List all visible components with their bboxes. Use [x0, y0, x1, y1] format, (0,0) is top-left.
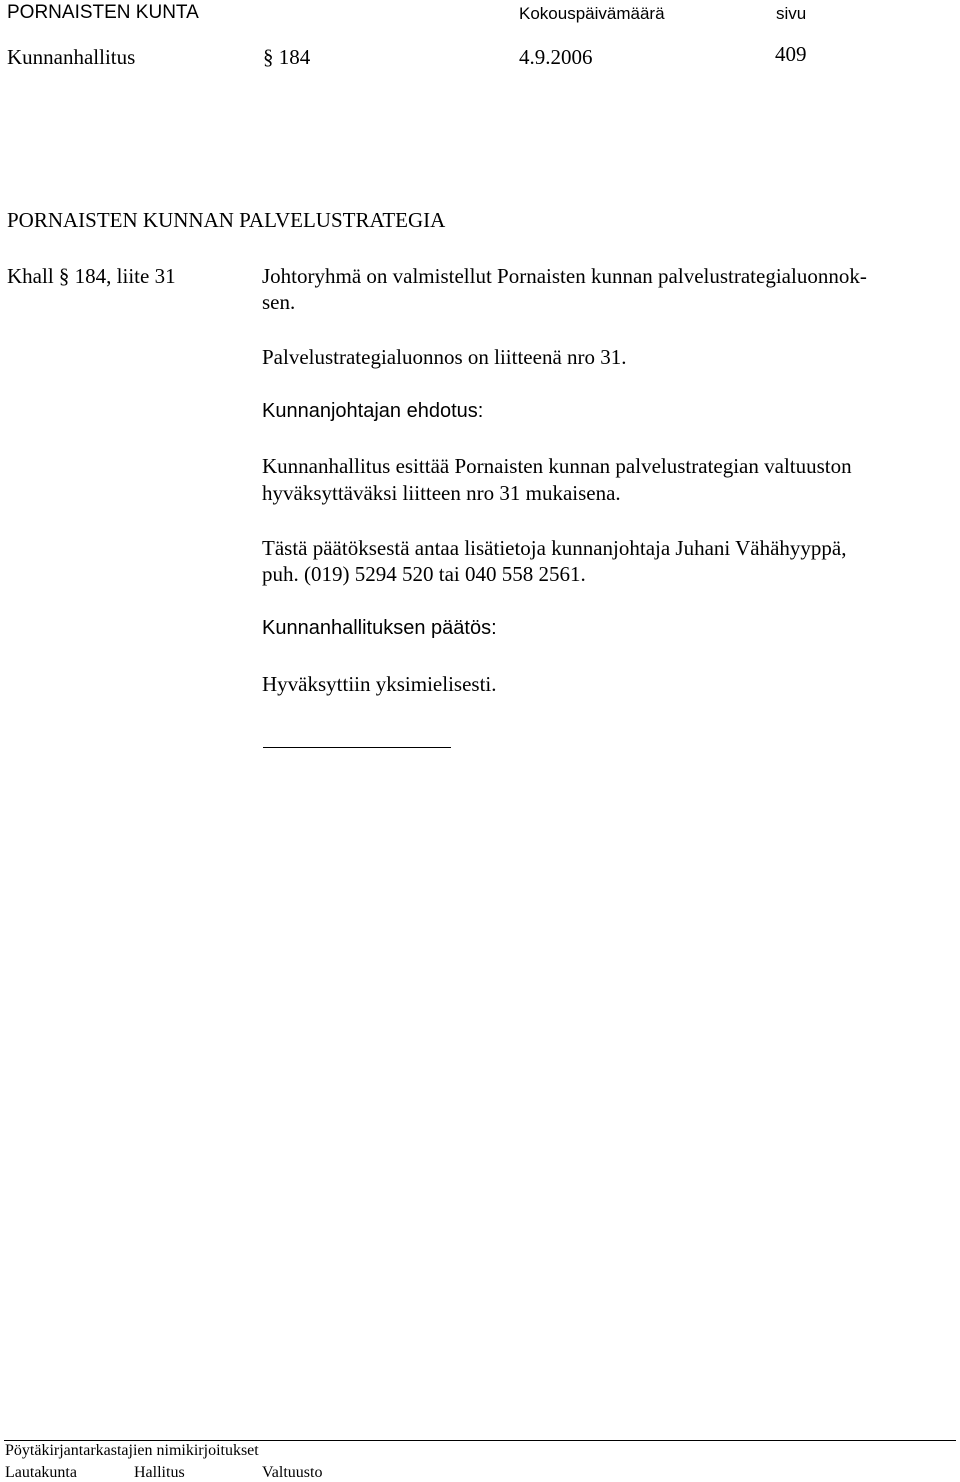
proposal-heading: Kunnanjohtajan ehdotus: — [262, 400, 484, 422]
info-line-2: puh. (019) 5294 520 tai 040 558 2561. — [262, 562, 586, 586]
document-title: PORNAISTEN KUNNAN PALVELUSTRATEGIA — [7, 208, 446, 232]
section-number-value: 184 — [278, 45, 311, 69]
page-label: sivu — [776, 4, 807, 23]
proposal-line-1: Kunnanhallitus esittää Pornaisten kunnan palvelustrategian valtuuston — [262, 454, 852, 478]
decision-text: Hyväksyttiin yksimielisesti. — [262, 672, 497, 696]
reference — [7, 263, 176, 289]
meeting-date: 4.9.2006 — [519, 45, 593, 69]
info-line-1: Tästä päätöksestä antaa lisätietoja kunnanjohtaja Juhani Vähähyyppä, — [262, 536, 847, 560]
footer-col-hallitus: Hallitus — [134, 1464, 185, 1481]
footer-signatures-label: Pöytäkirjantarkastajien nimikirjoitukset — [5, 1442, 259, 1459]
footer-col-valtuusto: Valtuusto — [262, 1464, 323, 1481]
section-number — [263, 45, 310, 70]
section-symbol: § — [263, 45, 274, 69]
reference-text: 184, liite 31 — [74, 264, 176, 288]
section-symbol: § — [58, 264, 70, 288]
reference-prefix: Khall — [7, 264, 54, 288]
page-number: 409 — [775, 42, 807, 66]
paragraph-1-line-2: sen. — [262, 290, 296, 314]
decision-heading: Kunnanhallituksen päätös: — [262, 617, 497, 639]
body-name: Kunnanhallitus — [7, 45, 136, 69]
proposal-line-2: hyväksyttäväksi liitteen nro 31 mukaisena. — [262, 481, 621, 505]
footer-divider — [4, 1440, 956, 1441]
signature-line — [263, 747, 451, 748]
paragraph-2: Palvelustrategialuonnos on liitteenä nro 31. — [262, 345, 627, 369]
footer-col-lautakunta: Lautakunta — [5, 1464, 77, 1481]
meeting-date-label: Kokouspäivämäärä — [519, 4, 665, 23]
paragraph-1-line-1: Johtoryhmä on valmistellut Pornaisten kunnan palvelustrategialuonnok- — [262, 264, 867, 288]
municipality-name: PORNAISTEN KUNTA — [7, 2, 199, 23]
